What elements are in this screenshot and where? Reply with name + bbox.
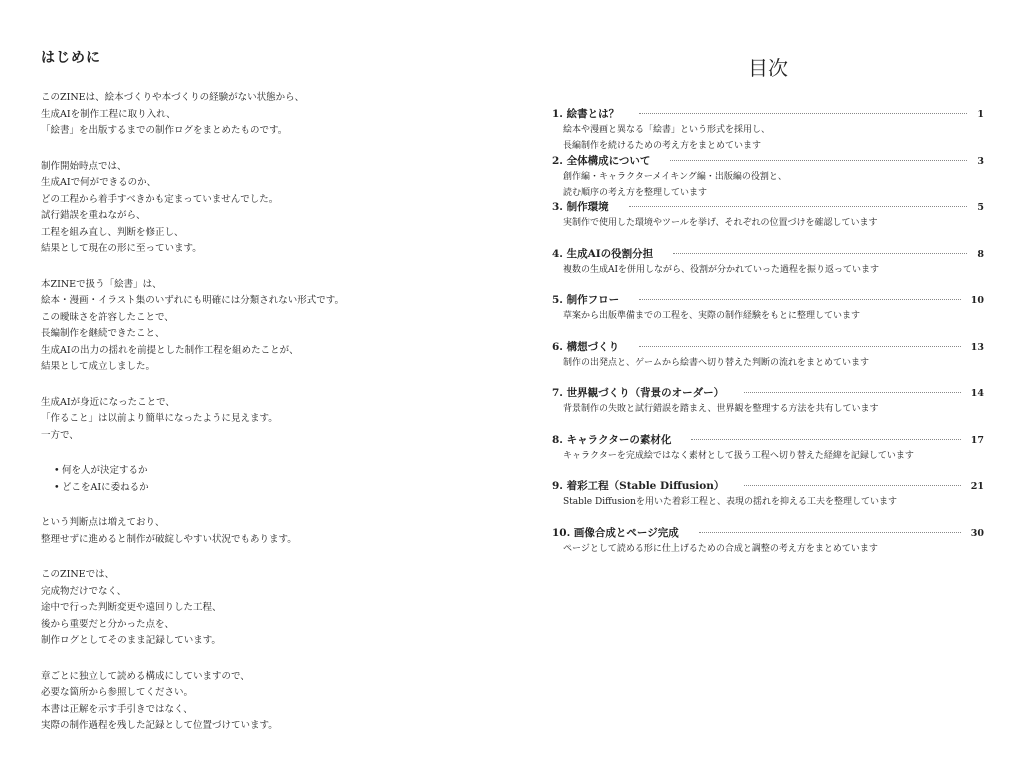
toc-title: 目次: [748, 56, 788, 80]
intro-line: 長編制作を継続できたこと、: [41, 328, 165, 339]
toc-dot-leader: [744, 485, 960, 486]
intro-line: 絵本・漫画・イラスト集のいずれにも明確には分類されない形式です。: [41, 295, 344, 306]
toc-entry-head: [552, 199, 984, 215]
toc-description-line: 草案から出版準備までの工程を、実際の制作経験をもとに整理しています: [563, 311, 861, 321]
intro-line: 「絵書」を出版するまでの制作ログをまとめたものです。: [41, 125, 288, 136]
intro-paragraph: [41, 277, 481, 376]
toc-chapter-description: [552, 541, 984, 557]
intro-line: 制作開始時点では、: [41, 160, 127, 172]
toc-description-line: 長編制作を続けるための考え方をまとめています: [563, 141, 762, 151]
toc-chapter-description: [552, 169, 984, 201]
toc-description-line: ページとして読める形に仕上げるための合成と調整の考え方をまとめています: [563, 543, 878, 554]
toc-chapter-description: [552, 355, 984, 371]
toc-entry[interactable]: [552, 478, 984, 525]
toc-page-number: 8: [977, 248, 984, 260]
intro-line: 完成物だけでなく、: [41, 585, 127, 597]
toc-dot-leader: [691, 439, 960, 440]
intro-bullet-item: [41, 480, 481, 497]
toc-dot-leader: [639, 299, 961, 300]
toc-entry-head: [552, 246, 984, 262]
intro-line: 本書は正解を示す手引きではなく、: [41, 703, 193, 715]
toc-page-number: 21: [970, 481, 984, 492]
intro-line: このZINEでは、: [41, 569, 115, 580]
intro-body: [41, 90, 481, 754]
intro-line: 結果として現在の形に至っています。: [41, 243, 202, 254]
toc-page-number: 30: [970, 527, 984, 539]
toc-entry-head: [552, 339, 984, 355]
toc-entry[interactable]: [552, 339, 984, 386]
toc-chapter-heading[interactable]: 5. 制作フロー: [552, 294, 620, 306]
toc-dot-leader: [629, 206, 968, 207]
intro-paragraph: [41, 395, 481, 445]
toc-chapter-heading[interactable]: 9. 着彩工程（Stable Diffusion）: [552, 480, 725, 492]
bullet-text: 何を人が決定するか: [62, 465, 148, 476]
intro-line: 生成AIで何ができるのか、: [41, 177, 157, 188]
intro-paragraph: [41, 90, 481, 140]
intro-paragraph: [41, 567, 481, 650]
toc-chapter-heading[interactable]: 7. 世界観づくり（背景のオーダー）: [552, 387, 725, 399]
toc-chapter-description: [552, 308, 984, 324]
toc-dot-leader: [673, 253, 967, 254]
toc-description-line: 読む順序の考え方を整理しています: [563, 187, 708, 198]
toc-entry-head: [552, 106, 984, 122]
toc-description-line: 実制作で使用した環境やツールを挙げ、それぞれの位置づけを確認しています: [563, 218, 878, 228]
toc-entry-head: [552, 292, 984, 308]
toc-chapter-description: [552, 215, 984, 231]
toc-description-line: キャラクターを完成絵ではなく素材として扱う工程へ切り替えた経緯を記録しています: [563, 450, 914, 461]
toc-description-line: 複数の生成AIを併用しながら、役割が分かれていった過程を振り返っています: [563, 264, 880, 275]
intro-line: という判断点は増えており、: [41, 517, 165, 528]
intro-line: このZINEは、絵本づくりや本づくりの経験がない状態から、: [41, 92, 305, 103]
toc-chapter-heading[interactable]: 6. 構想づくり: [552, 340, 620, 353]
toc-chapter-description: [552, 401, 984, 417]
toc-page-number: 17: [970, 434, 984, 446]
toc-chapter-heading[interactable]: 8. キャラクターの素材化: [552, 433, 672, 446]
toc-entry-head: [552, 432, 984, 448]
toc-page-number: 13: [970, 341, 984, 353]
toc-dot-leader: [699, 532, 961, 533]
toc-entry-head: [552, 478, 984, 494]
toc-chapter-heading[interactable]: 1. 絵書とは？: [552, 108, 620, 120]
intro-paragraph: [41, 515, 481, 548]
intro-line: どの工程から着手すべきかも定まっていませんでした。: [41, 193, 279, 205]
intro-paragraph: [41, 669, 481, 735]
intro-line: 「作ること」は以前より簡単になったように見えます。: [41, 413, 278, 424]
toc-description-line: 制作の出発点と、ゲームから絵書へ切り替えた判断の流れをまとめています: [563, 357, 870, 368]
intro-line: 工程を組み直し、判断を修正し、: [41, 226, 184, 238]
toc-entry[interactable]: [552, 153, 984, 200]
toc-entry-head: [552, 153, 984, 169]
bullet-icon: •: [54, 481, 60, 493]
toc-entry[interactable]: [552, 246, 984, 293]
bullet-text: どこをAIに委ねるか: [62, 481, 149, 493]
toc-description-line: 創作編・キャラクターメイキング編・出版編の役割と、: [563, 171, 787, 182]
intro-line: 章ごとに独立して読める構成にしていますので、: [41, 670, 250, 682]
intro-line: 制作ログとしてそのまま記録しています。: [41, 635, 221, 646]
intro-line: 生成AIが身近になったことで、: [41, 396, 175, 408]
toc-chapter-description: [552, 448, 984, 464]
toc-entry-head: [552, 525, 984, 541]
toc-entry[interactable]: [552, 432, 984, 479]
toc-page-number: 10: [970, 295, 984, 306]
intro-line: 途中で行った判断変更や遠回りした工程、: [41, 602, 222, 613]
toc-description-line: 背景制作の失敗と試行錯誤を踏まえ、世界観を整理する方法を共有しています: [563, 404, 879, 414]
toc-page-number: 5: [977, 202, 984, 213]
toc-chapter-heading[interactable]: 3. 制作環境: [552, 201, 609, 213]
toc-list: [552, 106, 984, 571]
intro-line: 後から重要だと分かった点を、: [41, 618, 175, 630]
intro-bullet-item: [41, 463, 481, 480]
intro-bullet-list: [41, 463, 481, 496]
toc-dot-leader: [744, 392, 961, 393]
toc-dot-leader: [639, 346, 961, 347]
toc-chapter-description: [552, 122, 984, 154]
intro-line: 試行錯誤を重ねながら、: [41, 210, 146, 221]
toc-chapter-heading[interactable]: 2. 全体構成について: [552, 154, 651, 167]
toc-page: [512, 0, 1024, 768]
toc-dot-leader: [670, 160, 967, 161]
toc-entry[interactable]: [552, 292, 984, 339]
toc-description-line: Stable Diffusionを用いた着彩工程と、表現の揺れを抑える工夫を整理しています: [563, 497, 897, 507]
toc-chapter-description: [552, 262, 984, 278]
intro-line: 生成AIを制作工程に取り入れ、: [41, 108, 176, 120]
toc-chapter-heading[interactable]: 4. 生成AIの役割分担: [552, 247, 654, 260]
toc-entry[interactable]: [552, 199, 984, 246]
toc-page-number: 3: [977, 155, 984, 167]
toc-dot-leader: [639, 113, 967, 114]
toc-entry[interactable]: [552, 385, 984, 432]
intro-paragraph: [41, 159, 481, 258]
bullet-icon: •: [54, 465, 60, 476]
toc-chapter-heading[interactable]: 10. 画像合成とページ完成: [552, 526, 679, 539]
toc-entry-head: [552, 385, 984, 401]
toc-description-line: 絵本や漫画と異なる「絵書」という形式を採用し、: [563, 125, 771, 135]
intro-line: 実際の制作過程を残した記録として位置づけています。: [41, 720, 278, 731]
intro-title: はじめに: [41, 50, 101, 66]
toc-chapter-description: [552, 494, 984, 510]
toc-page-number: 14: [970, 388, 984, 399]
intro-line: この曖昧さを許容したことで、: [41, 311, 174, 323]
intro-line: 結果として成立しました。: [41, 361, 156, 372]
intro-line: 本ZINEで扱う「絵書」は、: [41, 278, 162, 290]
toc-entry[interactable]: [552, 106, 984, 153]
intro-line: 生成AIの出力の揺れを前提とした制作工程を組めたことが、: [41, 344, 299, 356]
toc-entry[interactable]: [552, 525, 984, 572]
intro-line: 整理せずに進めると制作が破綻しやすい状況でもあります。: [41, 533, 297, 545]
intro-line: 一方で、: [41, 429, 79, 441]
toc-page-number: 1: [977, 109, 984, 120]
intro-line: 必要な箇所から参照してください。: [41, 687, 194, 698]
